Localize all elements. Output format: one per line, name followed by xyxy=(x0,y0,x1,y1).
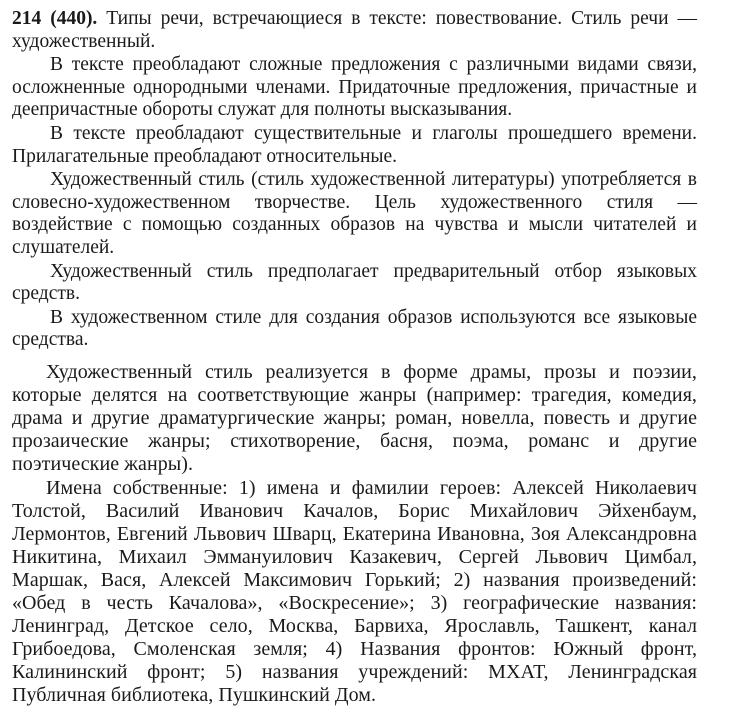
answer-block-main xyxy=(12,8,697,352)
paragraph-style-means: В художественном стиле для создания образов используются все языковые средства. xyxy=(12,306,697,351)
paragraph-style-definition: Художественный стиль (стиль художественной литературы) употребляется в словесно-художественном творчестве. Цель художественного стиля — воздействие с помощью созданных образов на чувства и мысли читателей и слушателей. xyxy=(12,169,697,258)
paragraph-style-selection: Художественный стиль предполагает предварительный отбор языковых средств. xyxy=(12,260,697,305)
exercise-number: 214 (440). xyxy=(12,8,98,29)
exercise-intro: Типы речи, встречающиеся в тексте: повествование. Стиль речи — художественный. xyxy=(12,8,697,52)
paragraph-proper-names: Имена собственные: 1) имена и фамилии героев: Алексей Николаевич Толстой, Василий Иванович Качалов, Борис Михайлович Эйхенбаум, Лермонтов, Евгений Львович Шварц, Екатерина Ивановна, Зоя Александровна Никитина, Михаил Эммануилович Казакевич, Сергей Львович Цимбал, Маршак, Вася, Алексей Максимович Горький; 2) названия произведений: «Обед в честь Качалова», «Воскресение»; 3) географические названия: Ленинград, Детское село, Москва, Барвиха, Ярославль, Ташкент, канал Грибоедова, Смоленская земля; 4) Названия фронтов: Южный фронт, Калининский фронт; 5) названия учреждений: МХАТ, Ленинградская Публичная библиотека, Пушкинский Дом. xyxy=(12,476,697,706)
paragraph-genres: Художественный стиль реализуется в форме драмы, прозы и поэзии, которые делятся на соответствующие жанры (например: трагедия, комедия, драма и другие драматургические жанры; роман, новелла, повесть и другие прозаические жанры; стихотворение, басня, поэма, романс и другие поэтические жанры). xyxy=(12,360,697,475)
exercise-heading-paragraph xyxy=(12,8,697,53)
paragraph-sentence-types: В тексте преобладают сложные предложения с различными видами связи, осложненные однородными членами. Придаточные предложения, причастные и деепричастные обороты служат для полноты высказывания. xyxy=(12,54,697,121)
paragraph-parts-of-speech: В тексте преобладают существительные и глаголы прошедшего времени. Прилагательные преобладают относительные. xyxy=(12,122,697,167)
answer-block-continuation xyxy=(12,361,697,707)
